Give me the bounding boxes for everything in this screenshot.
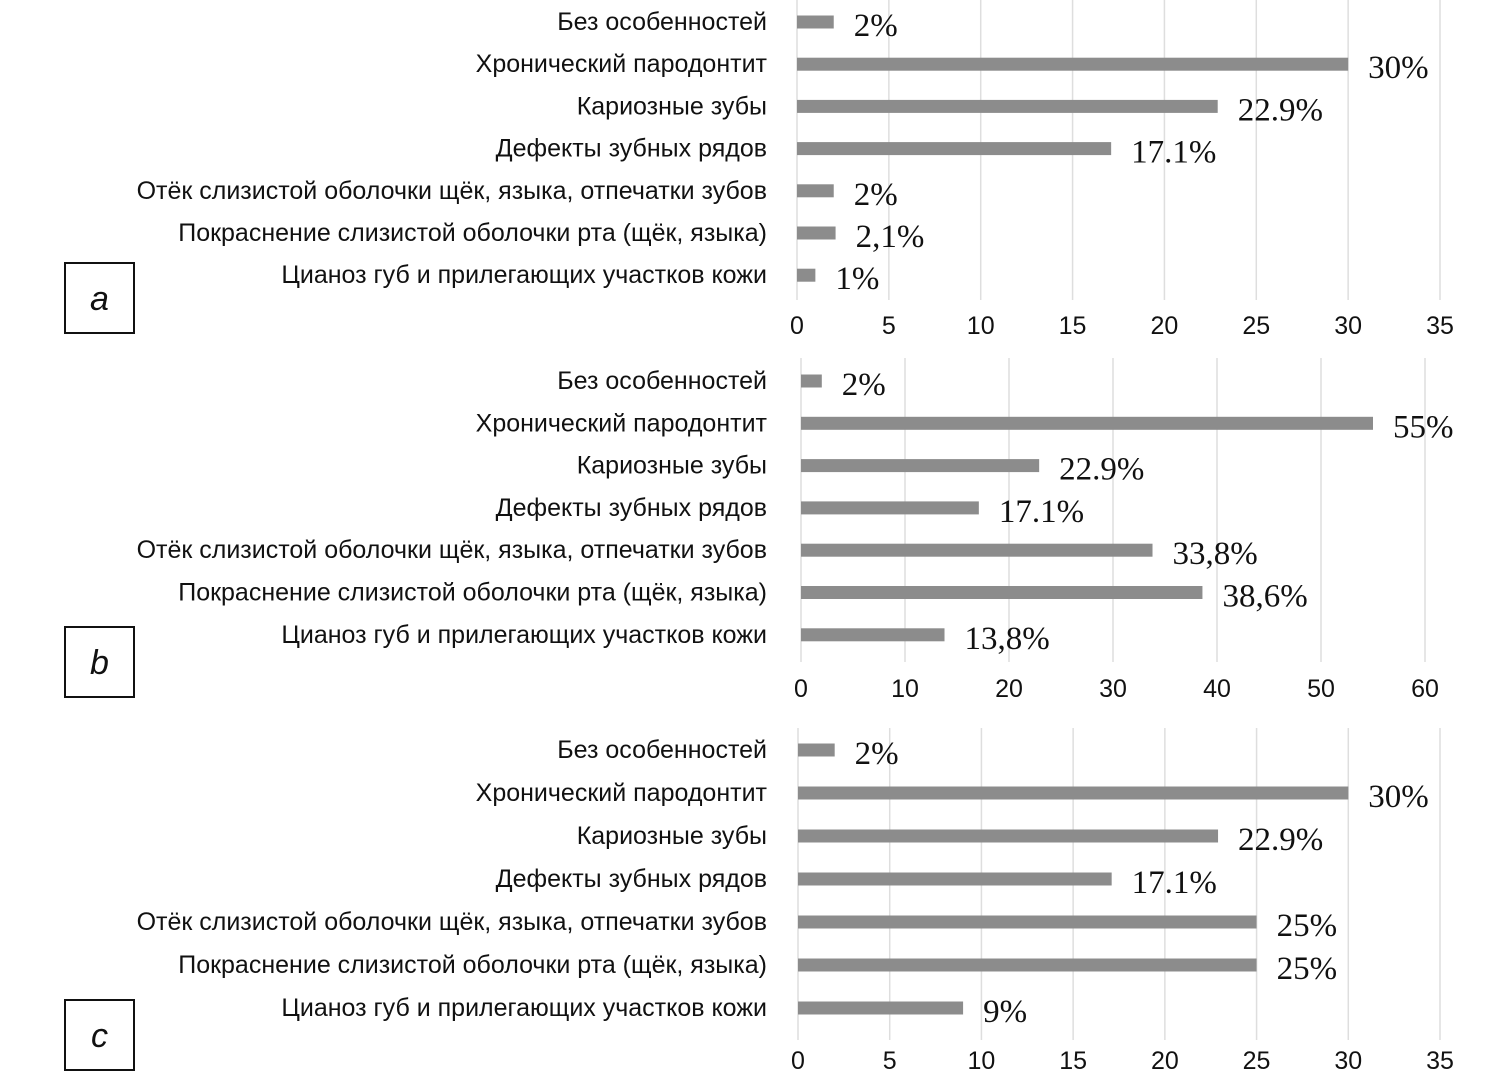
bar-b (801, 417, 1373, 430)
category-label-a: Без особенностей (557, 8, 767, 36)
data-label-c: 17.1% (1131, 865, 1217, 901)
category-label-a: Отёк слизистой оболочки щёк, языка, отпечатки зубов (136, 176, 767, 205)
tick-label-a: 0 (790, 312, 804, 340)
data-label-c: 25% (1276, 908, 1338, 944)
panel-letter-c: c (91, 1017, 108, 1055)
data-label-a: 2,1% (855, 219, 925, 255)
data-label-b: 38,6% (1222, 578, 1308, 615)
category-label-c: Цианоз губ и прилегающих участков кожи (281, 994, 767, 1022)
data-label-c: 2% (854, 736, 899, 772)
category-label-a: Цианоз губ и прилегающих участков кожи (281, 261, 767, 290)
data-label-b: 55% (1393, 409, 1454, 446)
bar-c (798, 1002, 963, 1015)
bar-c (798, 830, 1218, 843)
tick-label-c: 25 (1242, 1047, 1271, 1071)
tick-label-a: 35 (1426, 312, 1454, 340)
data-label-b: 22.9% (1059, 451, 1145, 488)
tick-label-c: 0 (791, 1047, 805, 1071)
bar-b (801, 375, 822, 388)
tick-label-c: 30 (1334, 1047, 1363, 1071)
category-label-b: Хронический пародонтит (475, 409, 767, 438)
bar-c (798, 787, 1348, 800)
tick-label-a: 10 (966, 312, 995, 340)
data-label-c: 9% (983, 994, 1028, 1030)
data-label-b: 17.1% (998, 493, 1085, 530)
tick-label-a: 20 (1150, 312, 1179, 340)
tick-label-c: 5 (882, 1047, 897, 1071)
tick-label-c: 10 (967, 1047, 996, 1071)
category-label-c: Дефекты зубных рядов (495, 865, 767, 893)
tick-label-b: 20 (995, 675, 1023, 703)
tick-label-a: 15 (1058, 312, 1087, 340)
bar-b (801, 459, 1039, 472)
tick-label-a: 5 (881, 312, 896, 340)
data-label-c: 30% (1368, 779, 1429, 815)
tick-label-b: 10 (891, 675, 919, 703)
category-label-a: Хронический пародонтит (475, 50, 767, 79)
tick-label-b: 60 (1411, 675, 1439, 703)
data-label-c: 25% (1276, 951, 1338, 987)
bar-a (797, 16, 834, 29)
tick-label-c: 20 (1150, 1047, 1179, 1071)
panel-letter-b: b (90, 644, 109, 682)
bar-b (801, 628, 945, 641)
bar-c (798, 916, 1257, 929)
category-label-c: Хронический пародонтит (475, 779, 767, 807)
tick-label-b: 30 (1099, 675, 1127, 703)
category-label-b: Покраснение слизистой оболочки рта (щёк, языка) (178, 578, 767, 607)
data-label-c: 22.9% (1238, 822, 1324, 858)
bar-b (801, 586, 1202, 599)
panel-letter-a: a (90, 280, 109, 318)
data-label-b: 2% (841, 367, 886, 403)
category-label-c: Покраснение слизистой оболочки рта (щёк, языка) (178, 951, 767, 979)
bar-a (797, 58, 1348, 71)
category-label-b: Без особенностей (557, 367, 767, 395)
bar-a (797, 142, 1111, 155)
category-label-b: Дефекты зубных рядов (495, 493, 767, 522)
category-label-c: Без особенностей (557, 736, 767, 764)
bar-b (801, 501, 979, 514)
category-label-a: Покраснение слизистой оболочки рта (щёк, языка) (178, 219, 767, 247)
tick-label-b: 40 (1203, 675, 1231, 703)
category-label-a: Дефекты зубных рядов (495, 134, 767, 163)
bar-c (798, 873, 1112, 886)
data-label-b: 33,8% (1172, 536, 1258, 573)
data-label-b: 13,8% (964, 620, 1050, 657)
data-label-a: 1% (835, 261, 880, 298)
tick-label-c: 35 (1426, 1047, 1454, 1071)
bar-c (798, 744, 835, 757)
data-label-a: 17.1% (1131, 134, 1217, 171)
data-label-a: 2% (853, 176, 898, 213)
tick-label-b: 0 (794, 675, 808, 703)
bar-c (798, 959, 1257, 972)
bar-a (797, 184, 834, 197)
category-label-b: Цианоз губ и прилегающих участков кожи (281, 620, 767, 649)
bar-a (797, 227, 836, 240)
bar-a (797, 100, 1218, 113)
tick-label-c: 15 (1059, 1047, 1088, 1071)
category-label-b: Кариозные зубы (576, 451, 767, 480)
bar-a (797, 269, 815, 282)
tick-label-b: 50 (1307, 675, 1335, 703)
data-label-a: 30% (1368, 50, 1429, 87)
data-label-a: 22.9% (1237, 92, 1323, 129)
category-label-c: Кариозные зубы (576, 822, 767, 850)
tick-label-a: 25 (1242, 312, 1271, 340)
category-label-a: Кариозные зубы (576, 92, 767, 121)
data-label-a: 2% (853, 8, 898, 44)
bar-b (801, 544, 1153, 557)
category-label-c: Отёк слизистой оболочки щёк, языка, отпечатки зубов (136, 908, 767, 936)
category-label-b: Отёк слизистой оболочки щёк, языка, отпечатки зубов (136, 536, 767, 565)
tick-label-a: 30 (1334, 312, 1363, 340)
